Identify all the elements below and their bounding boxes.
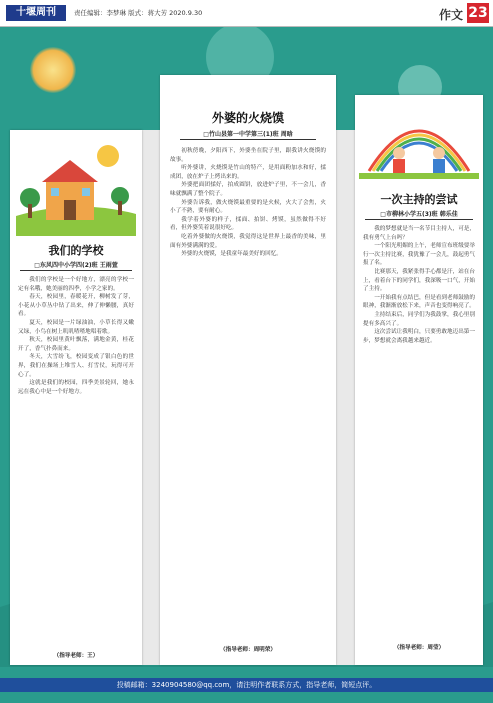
section-title: 作文 bbox=[438, 8, 463, 22]
panel-divider bbox=[336, 130, 355, 665]
article-paragraph: 一开始我有点结巴，但是看到老师鼓励的眼神，我渐渐放松下来，声音也变得响亮了。 bbox=[363, 294, 475, 310]
advisor-note: （指导老师：周莹） bbox=[393, 645, 445, 651]
page-number: 23 bbox=[468, 5, 488, 21]
article-paragraph: 主持结束后，同学们为我鼓掌，我心里别提有多高兴了。 bbox=[363, 311, 475, 327]
article-byline: □东风四中小学四(2)班 王雨萱 bbox=[34, 262, 118, 269]
advisor-note: （指导老师：王） bbox=[53, 653, 99, 659]
article-paragraph: 外婆的火烧馍，是我童年最美好的回忆。 bbox=[181, 251, 282, 258]
article-paragraph: 这就是我们的校园，四季美景轮回，她永远在我心中是一个好地方。 bbox=[18, 380, 134, 395]
title-rule bbox=[180, 139, 316, 140]
article-paragraph: 夏天，校园是一片绿油油，小草长得又嫩又绿，小鸟在树上叽叽喳喳地唱着歌。 bbox=[18, 319, 134, 335]
article-body bbox=[18, 276, 134, 646]
article-byline: □竹山县第一中学第三(1)班 周晗 bbox=[203, 131, 293, 138]
article-paragraph: 吃着外婆做的火烧馍，我觉得这是世界上最香的美味，里面有外婆满满的爱。 bbox=[170, 233, 326, 249]
article-title: 外婆的火烧馍 bbox=[211, 111, 284, 125]
article-paragraph: 听外婆讲，火烧馍是竹山的特产，是用面粉加水和好，揉成团，放在炉子上烤出来的。 bbox=[170, 165, 326, 180]
page-header bbox=[0, 0, 493, 27]
article-title: 我们的学校 bbox=[48, 244, 104, 257]
article-byline: □市柳林小学五(3)班 韩乐佳 bbox=[380, 211, 458, 218]
title-rule bbox=[365, 219, 473, 220]
submission-info: 投稿邮箱：3240904580@qq.com，请注明作者联系方式，指导老师，简短点评。 bbox=[0, 678, 493, 692]
masthead: 十堰周刊 bbox=[6, 5, 66, 21]
article-title: 一次主持的尝试 bbox=[380, 193, 458, 206]
panel-divider bbox=[142, 130, 160, 665]
article-paragraph: 秋天，校园里黄叶飘落，满地金黄，桂花开了，香气扑鼻而来。 bbox=[18, 337, 134, 352]
advisor-note: （指导老师：周明荣） bbox=[220, 647, 276, 653]
kids-illustration bbox=[359, 101, 479, 179]
article-paragraph: 比赛那天，我紧张得手心都是汗，站在台上，看着台下的同学们，我深吸一口气，开始了主持。 bbox=[363, 268, 475, 293]
school-illustration bbox=[16, 138, 136, 236]
article-paragraph: 冬天，大雪纷飞，校园变成了银白色的世界，我们在操场上堆雪人、打雪仗，玩得可开心了。 bbox=[18, 354, 134, 378]
article-middle bbox=[160, 75, 336, 665]
article-paragraph: 我的梦想就是当一名节目主持人，可是，我有勇气上台吗？ bbox=[363, 226, 475, 241]
article-left bbox=[10, 130, 142, 665]
article-body bbox=[363, 225, 475, 635]
page-footer bbox=[0, 667, 493, 703]
article-paragraph: 我学着外婆的样子，揉面、拍饼、烤馍，虽然做得不好看，但外婆笑着说很好吃。 bbox=[170, 216, 326, 232]
article-right bbox=[355, 95, 483, 665]
article-paragraph: 一个阳光明媚的上午，老师宣布班级要举行一次主持比赛，我犹豫了一会儿，鼓起勇气报了名。 bbox=[363, 243, 475, 267]
article-paragraph: 我们的学校是一个好地方，漂亮的学校一定有名哦，她美丽的四季，小学之家的。 bbox=[18, 277, 134, 292]
article-paragraph: 春天，校园里，春暖花开，柳树发了芽，小花从小草丛中钻了出来，伸了伸懒腰，真好看。 bbox=[18, 294, 134, 318]
title-rule bbox=[20, 270, 132, 271]
article-paragraph: 外婆告诉我，做火烧馍最重要的是火候，火大了会焦，火小了不熟，要有耐心。 bbox=[170, 199, 326, 215]
article-body bbox=[170, 147, 326, 637]
editor-credits: 责任编辑：李梦琳 版式：蒋大芳 2020.9.30 bbox=[74, 9, 203, 17]
article-paragraph: 初秋傍晚，夕阳西下，外婆坐在院子里，跟我讲火烧馍的故事。 bbox=[170, 148, 326, 163]
article-paragraph: 这次尝试让我明白，只要勇敢地迈出第一步，梦想就会离我越来越近。 bbox=[363, 329, 475, 344]
article-paragraph: 外婆把面团揉好，拍成圆饼，放进炉子里，不一会儿，香味就飘满了整个院子。 bbox=[170, 182, 326, 197]
